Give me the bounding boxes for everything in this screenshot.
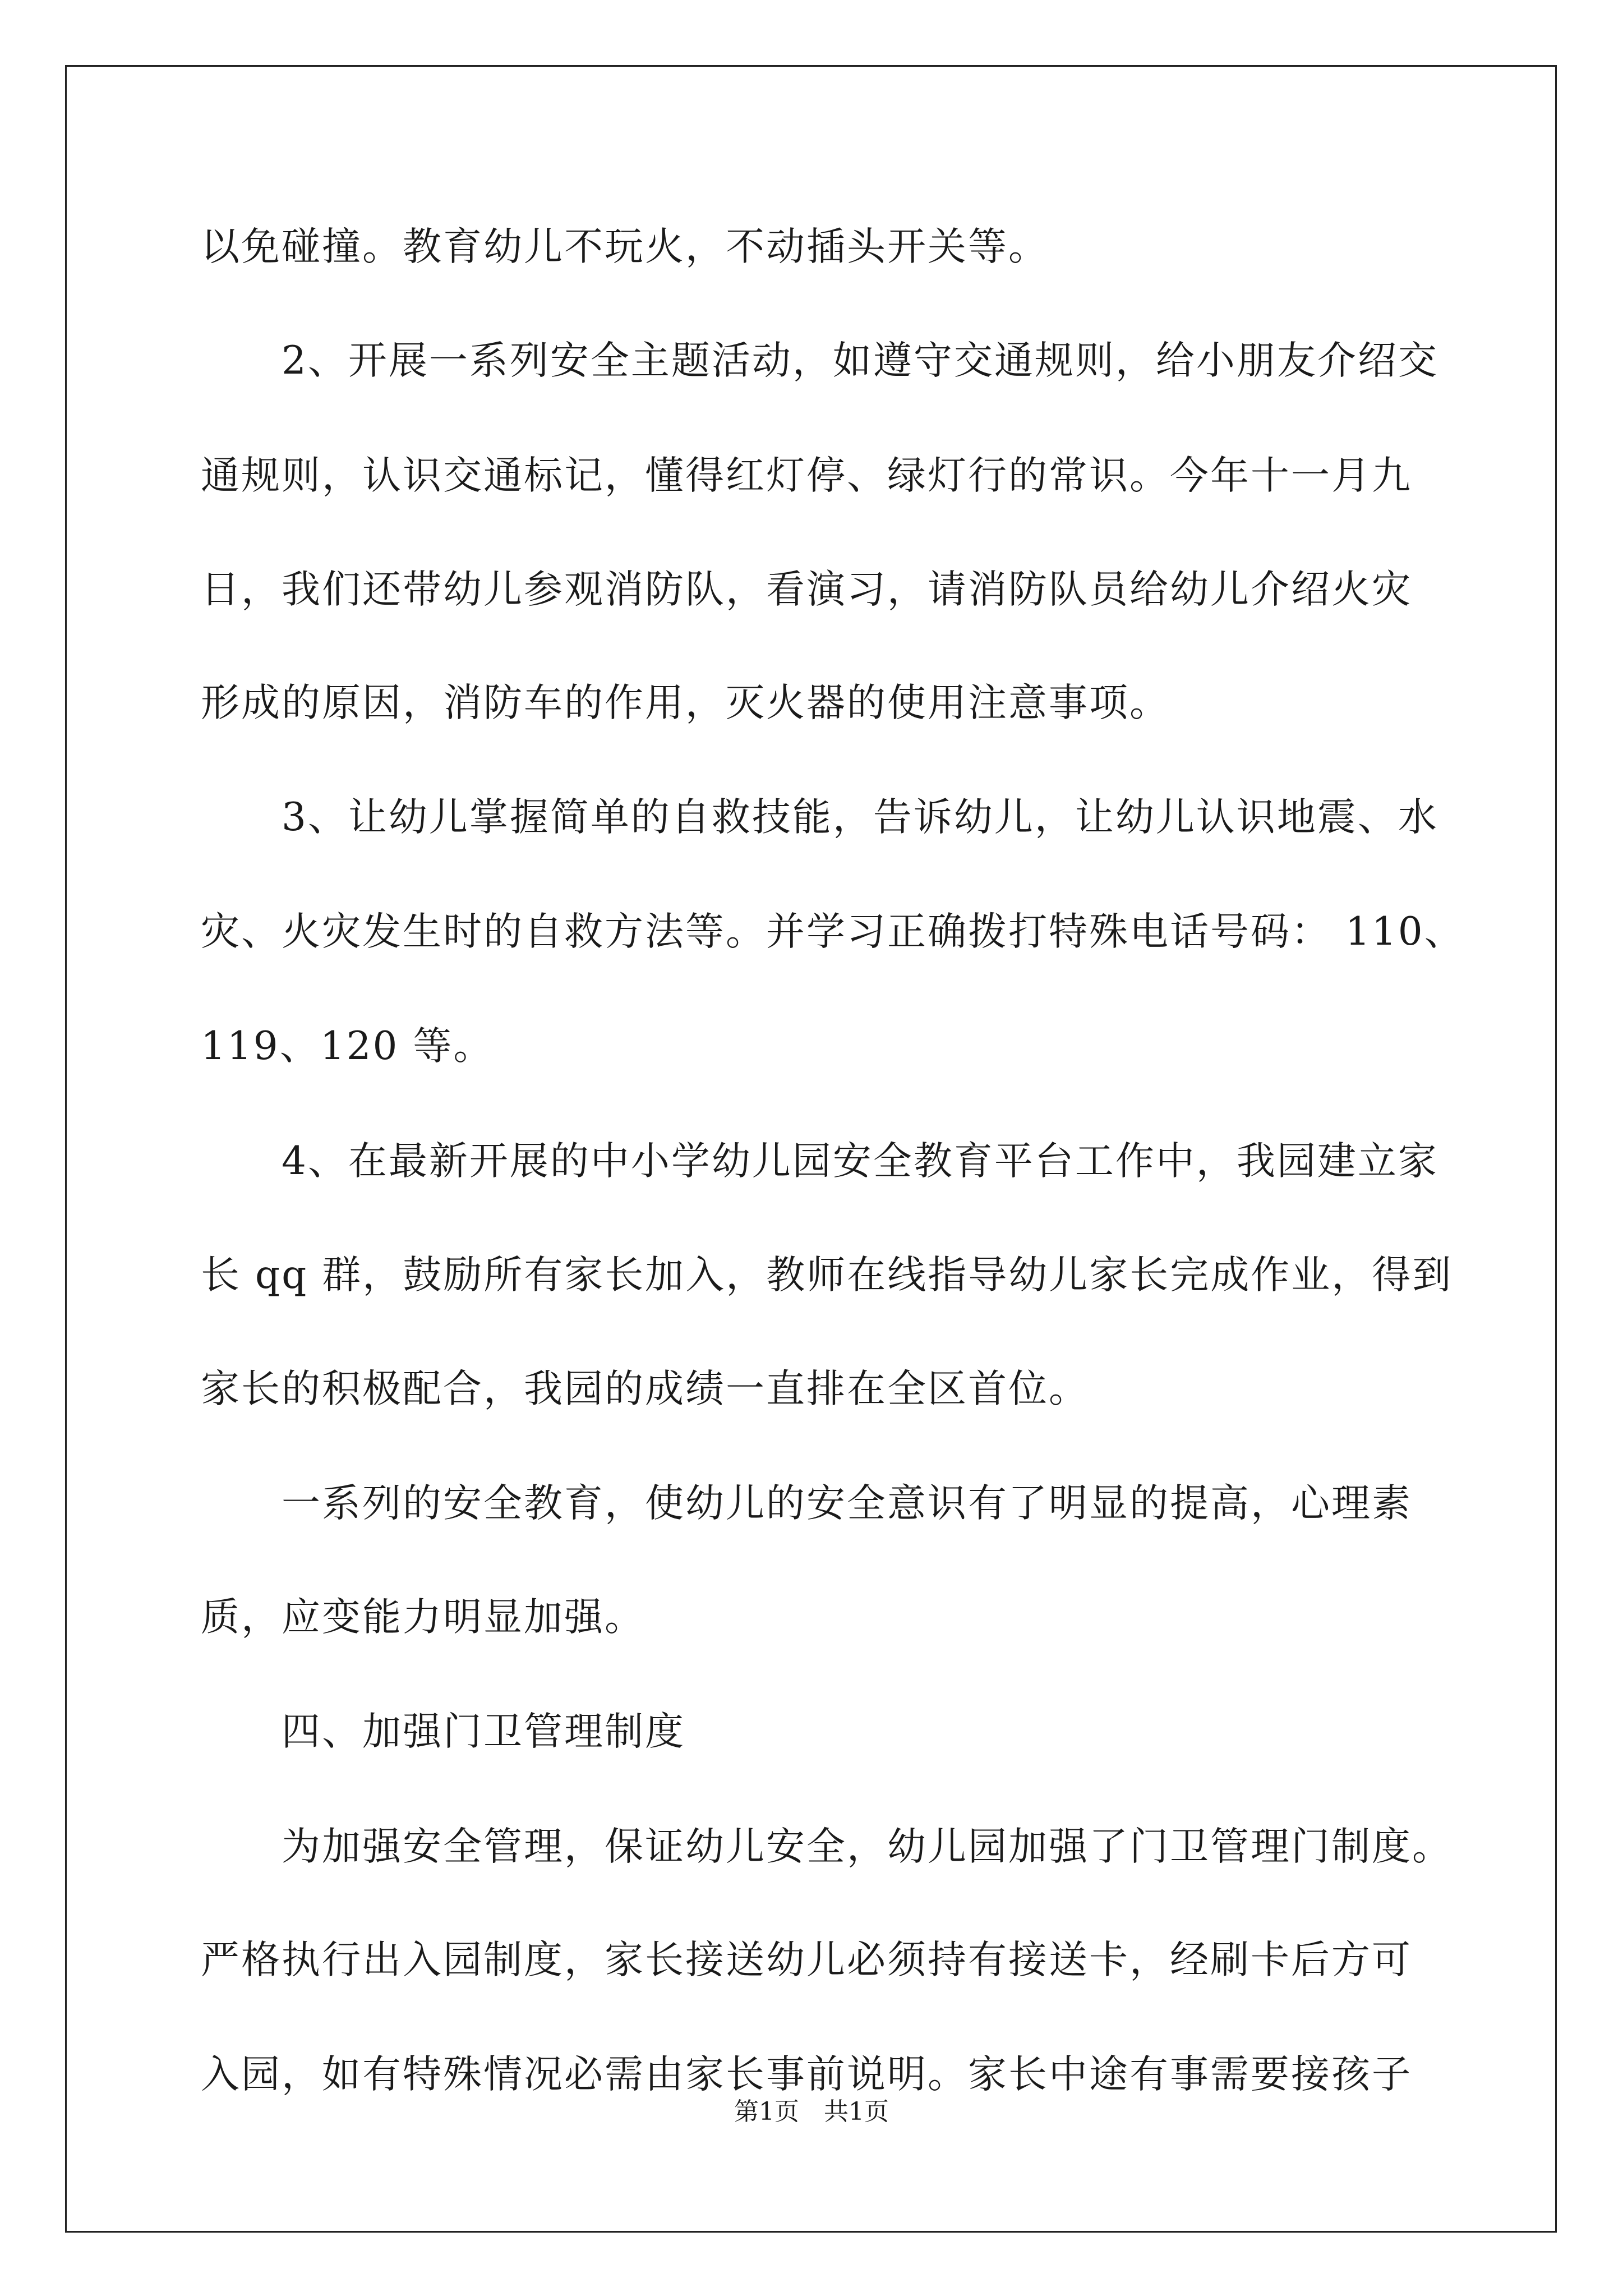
text-line: 2、开展一系列安全主题活动，如遵守交通规则，给小朋友介绍交 <box>201 338 1438 383</box>
text-line: 灾、火灾发生时的自救方法等。并学习正确拨打特殊电话号码： 110、 <box>201 909 1465 954</box>
text-line: 4、在最新开展的中小学幼儿园安全教育平台工作中，我园建立家 <box>201 1139 1438 1184</box>
page-number-footer: 第1页 共1页 <box>734 2097 889 2126</box>
text-line: 日，我们还带幼儿参观消防队，看演习，请消防队员给幼儿介绍火灾 <box>201 567 1412 612</box>
text-line: 119、120 等。 <box>201 1024 494 1069</box>
text-line: 一系列的安全教育，使幼儿的安全意识有了明显的提高，心理素 <box>201 1481 1412 1526</box>
text-line: 家长的积极配合，我园的成绩一直排在全区首位。 <box>201 1366 1089 1411</box>
text-line: 通规则，认识交通标记，懂得红灯停、绿灯行的常识。今年十一月九 <box>201 453 1412 498</box>
text-line: 四、加强门卫管理制度 <box>201 1709 685 1754</box>
text-line: 入园，如有特殊情况必需由家长事前说明。家长中途有事需要接孩子 <box>201 2052 1412 2097</box>
text-line: 质，应变能力明显加强。 <box>201 1595 645 1640</box>
text-line: 以免碰撞。教育幼儿不玩火，不动插头开关等。 <box>201 224 1049 269</box>
text-line: 形成的原因，消防车的作用，灭火器的使用注意事项。 <box>201 680 1170 725</box>
text-line: 长 qq 群，鼓励所有家长加入，教师在线指导幼儿家长完成作业，得到 <box>201 1253 1453 1297</box>
text-line: 严格执行出入园制度，家长接送幼儿必须持有接送卡，经刷卡后方可 <box>201 1938 1412 1982</box>
text-line: 3、让幼儿掌握简单的自救技能，告诉幼儿，让幼儿认识地震、水 <box>201 795 1438 840</box>
text-line: 为加强安全管理，保证幼儿安全，幼儿园加强了门卫管理门制度。 <box>201 1824 1453 1869</box>
